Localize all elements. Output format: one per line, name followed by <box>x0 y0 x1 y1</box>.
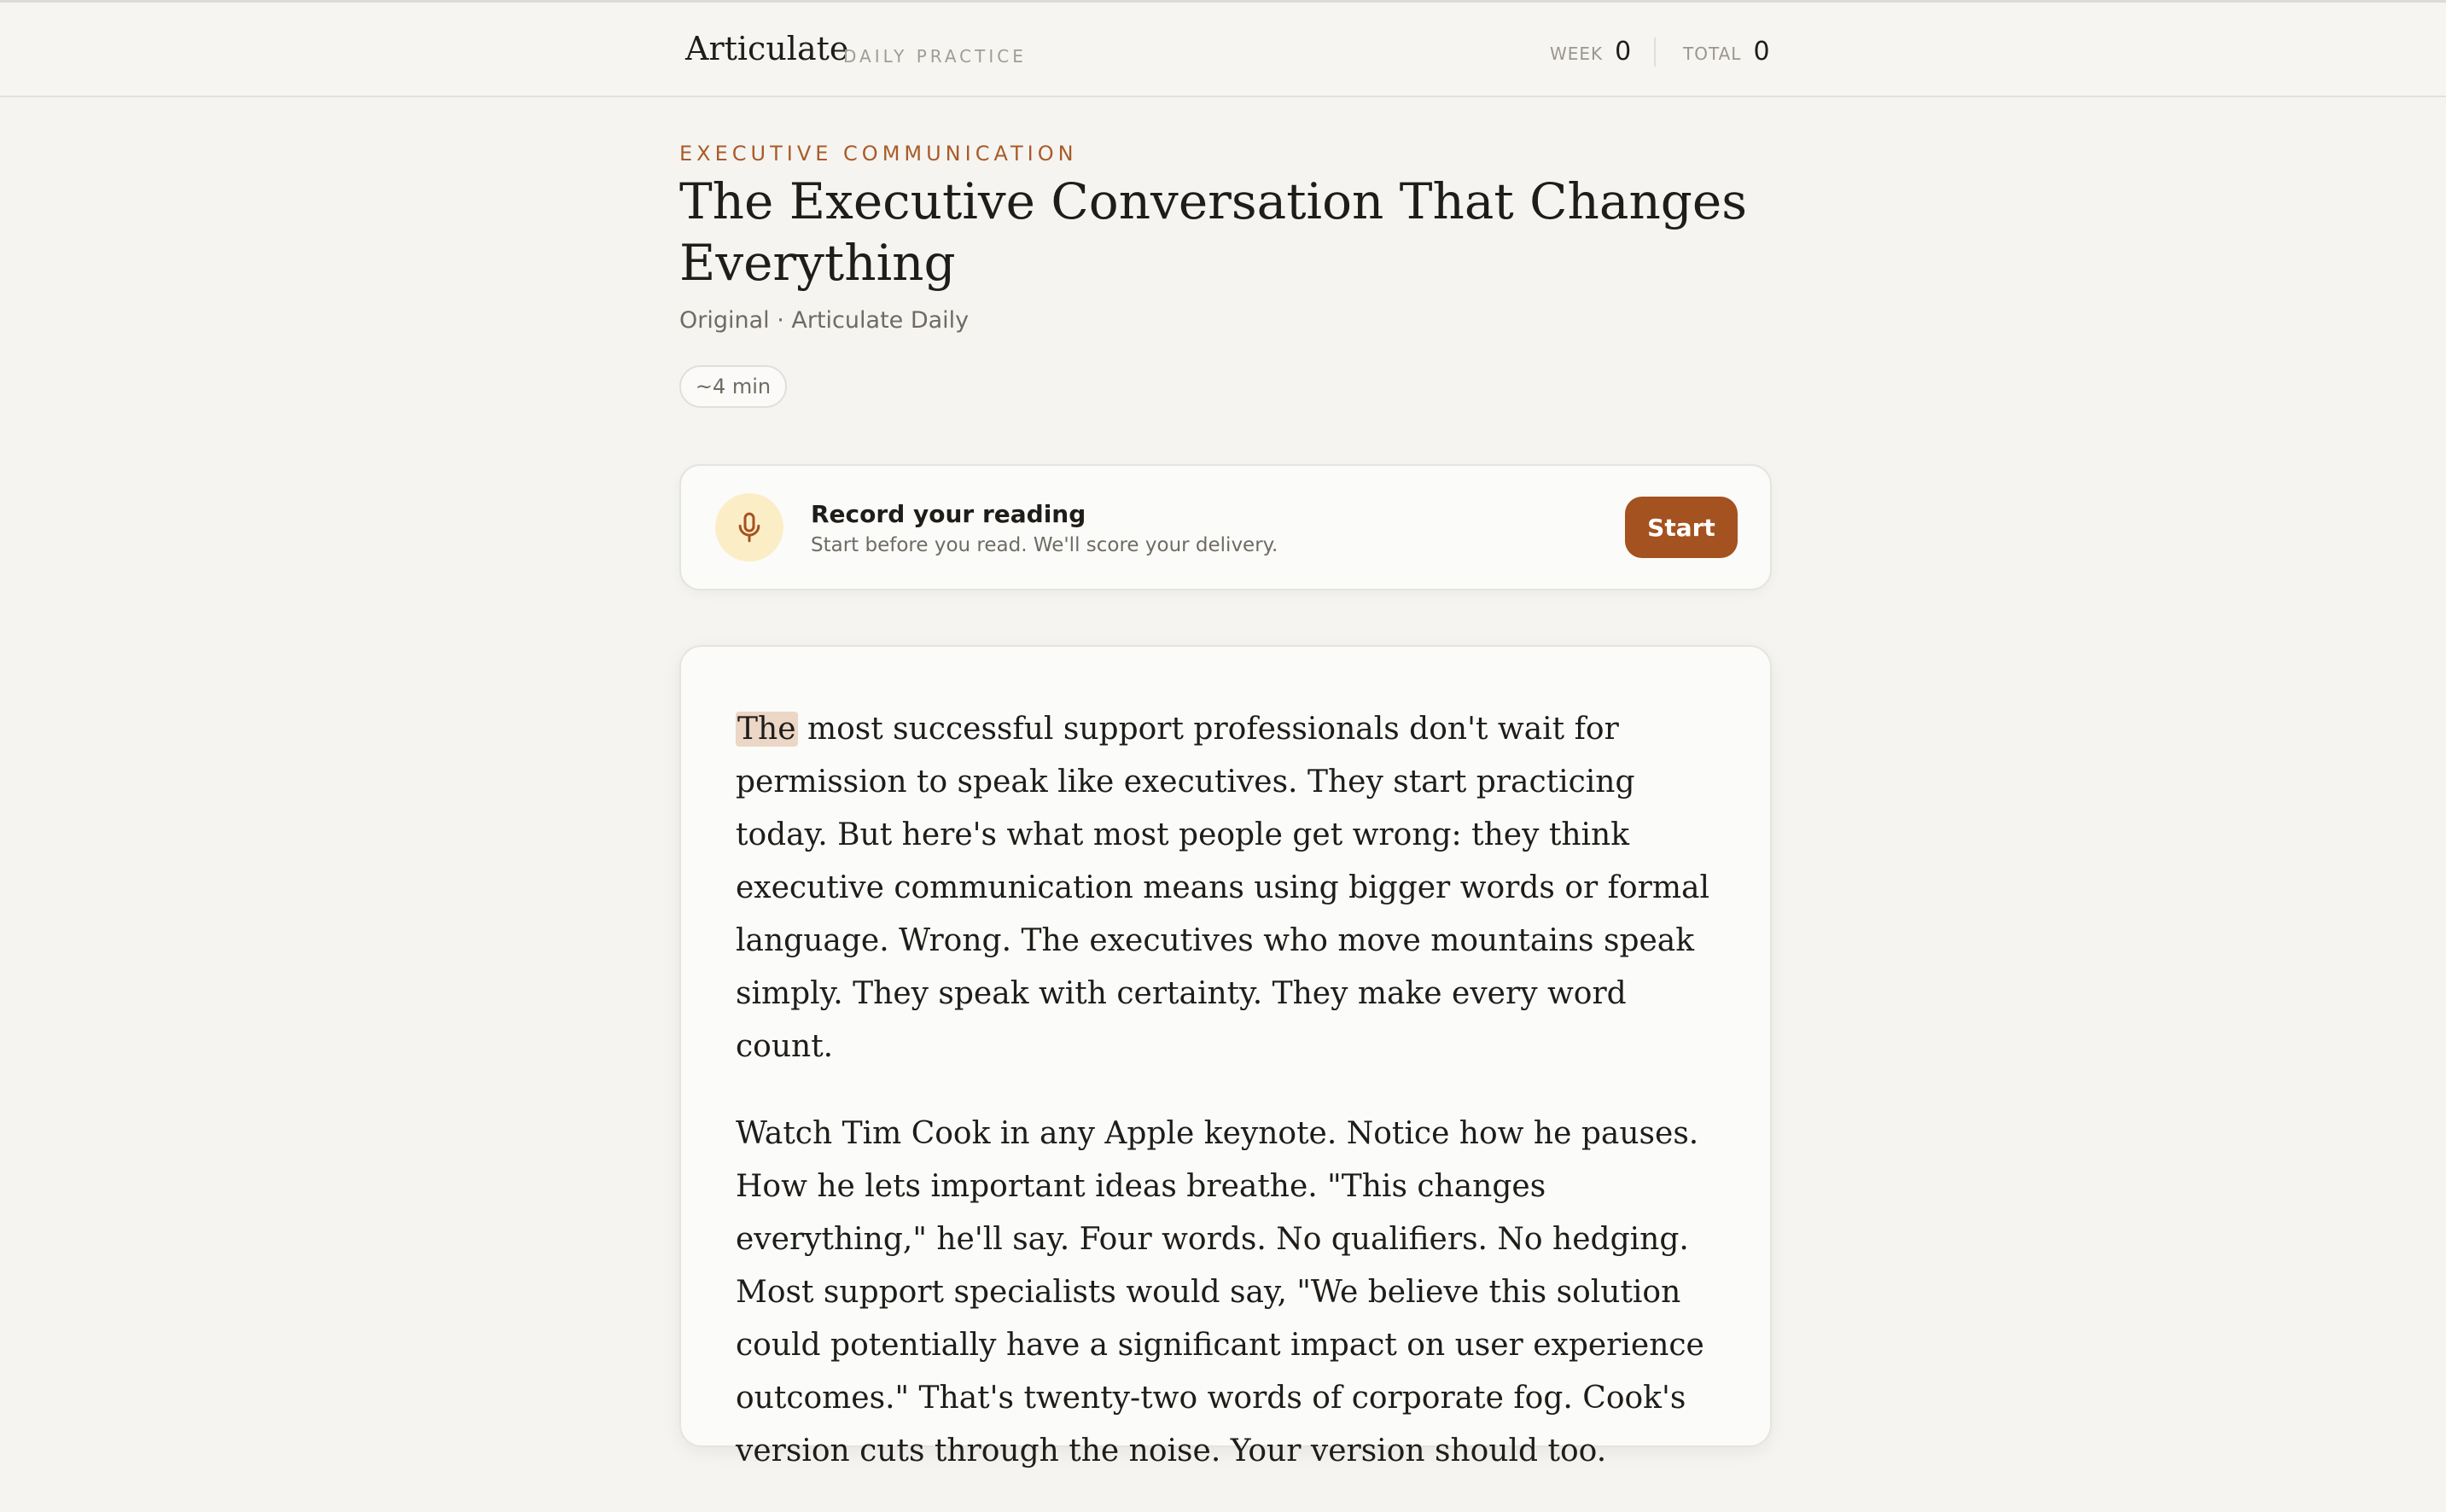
total-label: TOTAL <box>1683 44 1742 64</box>
article-title: The Executive Conversation That Changes Everything <box>679 172 1748 292</box>
reading-text <box>736 703 1726 1512</box>
total-value: 0 <box>1753 37 1770 67</box>
article-category: EXECUTIVE COMMUNICATION <box>679 142 1078 166</box>
record-card <box>679 464 1772 590</box>
stat-divider <box>1654 38 1656 67</box>
brand-logo[interactable]: Articulate <box>685 30 849 67</box>
top-bar <box>0 0 2446 97</box>
week-label: WEEK <box>1550 44 1604 64</box>
paragraph-1-text: most successful support professionals don't wait for permission to speak like executives. They start practicing today. But here's what most people get wrong: they think executive communication means using bigger words or formal language. Wrong. The executives who move mountains speak simply. They speak with certainty. They make every word count. <box>736 712 1709 1064</box>
article-byline: Original · Articulate Daily <box>679 307 970 334</box>
start-recording-button[interactable]: Start <box>1625 497 1738 558</box>
record-title: Record your reading <box>811 500 1086 528</box>
record-subtitle: Start before you read. We'll score your delivery. <box>811 534 1278 556</box>
microphone-icon <box>732 510 766 544</box>
current-word-highlight: The <box>737 712 796 747</box>
reading-card <box>679 645 1772 1468</box>
duration-chip: ~4 min <box>679 365 787 408</box>
mic-badge <box>715 493 783 561</box>
brand-subtitle: DAILY PRACTICE <box>843 46 1027 67</box>
reading-paragraph-2: Watch Tim Cook in any Apple keynote. Notice how he pauses. How he lets important ideas breathe. "This changes everything," he'll say. Four words. No qualifiers. No hedging. Most support specialists would say, "We believe this solution could potentially have a significant impact on user experience outcomes." That's twenty-two words of corporate fog. Cook's version cuts through the noise. Your version should too. <box>736 1116 1704 1468</box>
reading-paragraph-1 <box>736 703 1726 1073</box>
week-stat <box>1550 37 1631 67</box>
week-value: 0 <box>1615 37 1632 67</box>
total-stat <box>1683 37 1770 67</box>
